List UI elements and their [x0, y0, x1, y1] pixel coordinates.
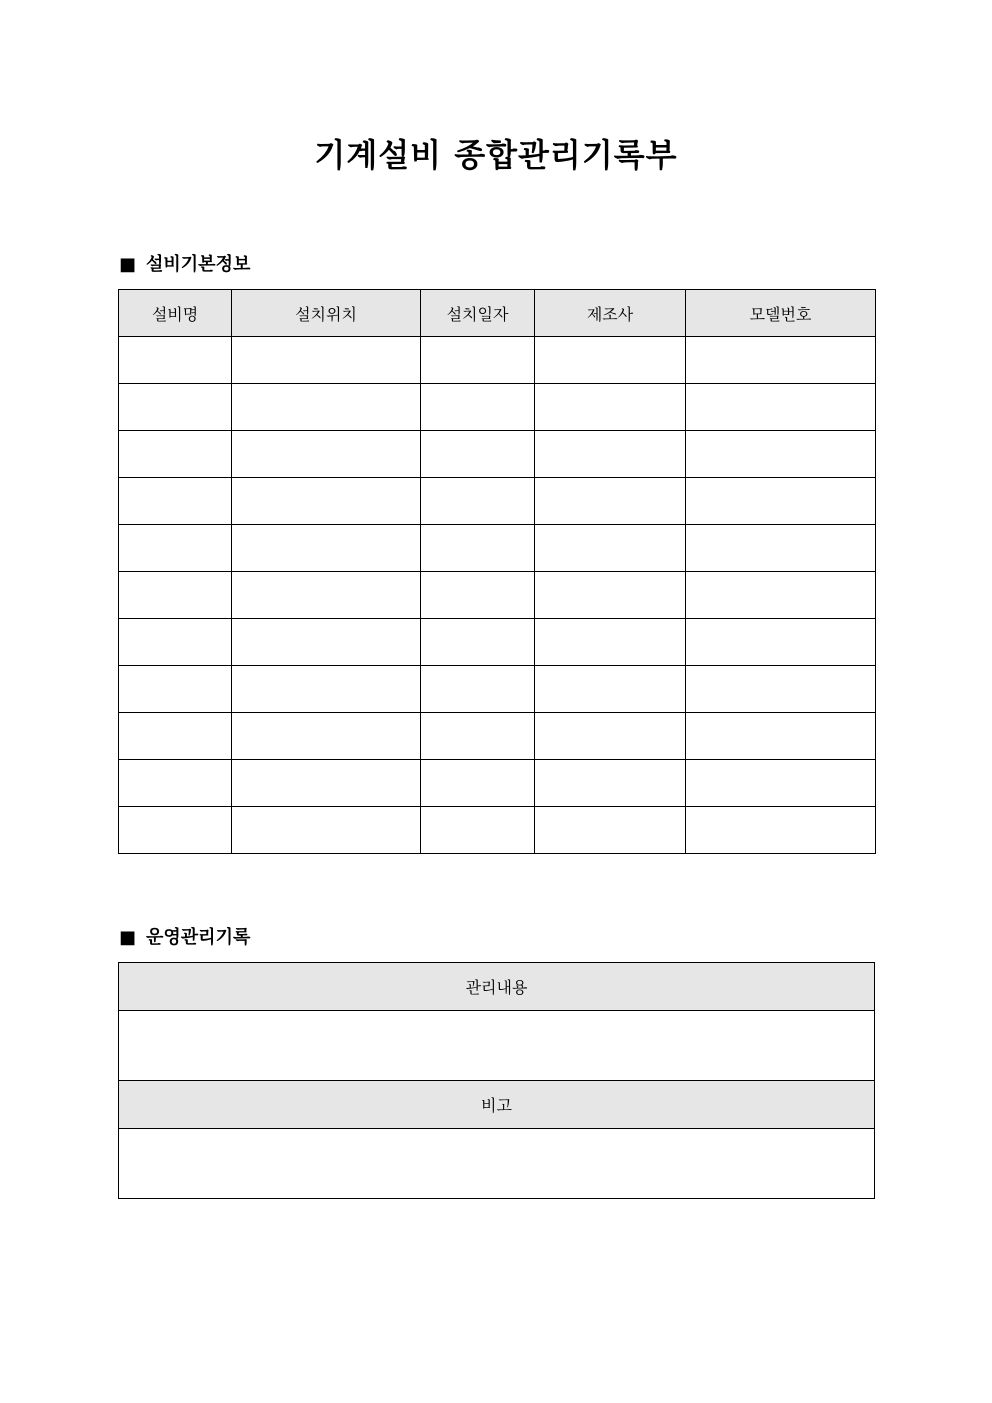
table-cell[interactable] [119, 337, 232, 384]
remarks-cell[interactable] [119, 1129, 875, 1199]
section-heading-operations [119, 925, 250, 951]
table-cell[interactable] [535, 478, 686, 525]
table-cell[interactable] [232, 713, 421, 760]
table-cell[interactable] [232, 760, 421, 807]
table-cell[interactable] [119, 431, 232, 478]
management-content-header: 관리내용 [119, 963, 875, 1011]
table-cell[interactable] [686, 807, 876, 854]
table-cell[interactable] [421, 760, 535, 807]
table-cell[interactable] [119, 572, 232, 619]
table-cell[interactable] [421, 525, 535, 572]
column-header-install-location: 설치위치 [232, 290, 421, 337]
table-cell[interactable] [232, 431, 421, 478]
table-cell[interactable] [686, 713, 876, 760]
section-heading-label: 운영관리기록 [146, 927, 251, 948]
table-cell[interactable] [232, 807, 421, 854]
table-cell[interactable] [686, 478, 876, 525]
table-row [119, 713, 876, 760]
table-header-row [119, 1081, 875, 1129]
table-row [119, 572, 876, 619]
table-cell[interactable] [535, 431, 686, 478]
table-row [119, 760, 876, 807]
table-row [119, 666, 876, 713]
table-cell[interactable] [119, 619, 232, 666]
table-cell[interactable] [535, 619, 686, 666]
column-header-install-date: 설치일자 [421, 290, 535, 337]
table-cell[interactable] [686, 337, 876, 384]
table-cell[interactable] [686, 666, 876, 713]
table-cell[interactable] [421, 431, 535, 478]
column-header-model-number: 모델번호 [686, 290, 876, 337]
table-row [119, 525, 876, 572]
remarks-header: 비고 [119, 1081, 875, 1129]
table-cell[interactable] [535, 337, 686, 384]
table-row [119, 619, 876, 666]
table-row [119, 431, 876, 478]
table-cell[interactable] [535, 666, 686, 713]
table-cell[interactable] [119, 760, 232, 807]
table-cell[interactable] [421, 337, 535, 384]
section-heading-label: 설비기본정보 [146, 254, 251, 275]
table-header-row [119, 963, 875, 1011]
document-title: 기계설비 종합관리기록부 [314, 136, 678, 174]
table-cell[interactable] [119, 478, 232, 525]
equipment-info-table [118, 289, 876, 854]
table-row [119, 384, 876, 431]
table-row [119, 337, 876, 384]
table-cell[interactable] [232, 384, 421, 431]
table-cell[interactable] [232, 572, 421, 619]
table-cell[interactable] [421, 807, 535, 854]
column-header-manufacturer: 제조사 [535, 290, 686, 337]
section-heading-basic-info [119, 252, 250, 278]
table-row [119, 1129, 875, 1199]
table-cell[interactable] [535, 572, 686, 619]
column-header-equipment-name: 설비명 [119, 290, 232, 337]
table-cell[interactable] [686, 760, 876, 807]
table-cell[interactable] [232, 619, 421, 666]
table-cell[interactable] [421, 572, 535, 619]
operations-record-table [118, 962, 875, 1199]
table-cell[interactable] [119, 525, 232, 572]
table-row [119, 1011, 875, 1081]
table-cell[interactable] [421, 384, 535, 431]
table-cell[interactable] [535, 807, 686, 854]
table-cell[interactable] [232, 337, 421, 384]
table-cell[interactable] [232, 478, 421, 525]
table-cell[interactable] [119, 666, 232, 713]
table-header-row [119, 290, 876, 337]
table-cell[interactable] [421, 666, 535, 713]
table-row [119, 478, 876, 525]
table-cell[interactable] [119, 384, 232, 431]
table-cell[interactable] [232, 525, 421, 572]
table-cell[interactable] [686, 431, 876, 478]
management-content-cell[interactable] [119, 1011, 875, 1081]
table-cell[interactable] [535, 384, 686, 431]
table-cell[interactable] [535, 713, 686, 760]
table-cell[interactable] [421, 619, 535, 666]
table-cell[interactable] [232, 666, 421, 713]
table-cell[interactable] [686, 384, 876, 431]
square-bullet-icon: ■ [119, 927, 137, 948]
table-cell[interactable] [686, 525, 876, 572]
table-cell[interactable] [421, 713, 535, 760]
table-cell[interactable] [686, 572, 876, 619]
table-row [119, 807, 876, 854]
table-cell[interactable] [421, 478, 535, 525]
table-cell[interactable] [119, 807, 232, 854]
table-cell[interactable] [535, 760, 686, 807]
square-bullet-icon: ■ [119, 254, 137, 275]
table-cell[interactable] [119, 713, 232, 760]
table-cell[interactable] [686, 619, 876, 666]
table-cell[interactable] [535, 525, 686, 572]
